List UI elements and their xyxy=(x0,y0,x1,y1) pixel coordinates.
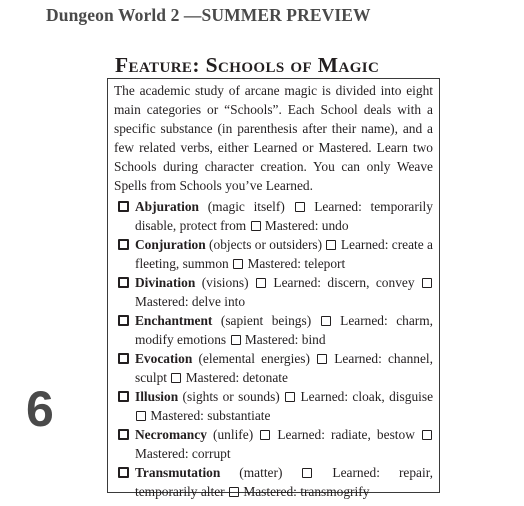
school-evocation xyxy=(114,349,433,387)
school-mastered: Mastered: bind xyxy=(244,332,326,347)
school-learned: Learned: create a fleeting, summon xyxy=(135,237,433,271)
school-learned: Learned: discern, convey xyxy=(273,275,415,290)
school-mastered: Mastered: corrupt xyxy=(135,446,231,461)
school-name: Divination xyxy=(135,275,196,290)
page-number: 6 xyxy=(26,381,54,437)
school-substance: (unlife) xyxy=(213,427,254,442)
checkbox-icon[interactable] xyxy=(118,201,129,212)
school-mastered: Mastered: delve into xyxy=(135,294,246,309)
school-name: Evocation xyxy=(135,351,193,366)
school-substance: (elemental energies) xyxy=(198,351,310,366)
learned-checkbox[interactable] xyxy=(321,316,331,326)
school-learned: Learned: radiate, bestow xyxy=(277,427,415,442)
school-substance: (matter) xyxy=(239,465,283,480)
mastered-checkbox[interactable] xyxy=(231,335,241,345)
school-name: Enchantment xyxy=(135,313,213,328)
school-mastered: Mastered: undo xyxy=(264,218,349,233)
mastered-checkbox[interactable] xyxy=(233,259,243,269)
school-name: Transmutation xyxy=(135,465,221,480)
mastered-checkbox[interactable] xyxy=(171,373,181,383)
school-substance: (sights or sounds) xyxy=(182,389,280,404)
school-necromancy xyxy=(114,425,433,463)
school-learned: Learned: cloak, disguise xyxy=(300,389,434,404)
mastered-checkbox[interactable] xyxy=(422,278,432,288)
mastered-checkbox[interactable] xyxy=(136,411,146,421)
school-substance: (visions) xyxy=(201,275,249,290)
checkbox-icon[interactable] xyxy=(118,429,129,440)
learned-checkbox[interactable] xyxy=(302,468,312,478)
learned-checkbox[interactable] xyxy=(285,392,295,402)
school-name: Abjuration xyxy=(135,199,199,214)
school-mastered: Mastered: detonate xyxy=(185,370,288,385)
learned-checkbox[interactable] xyxy=(295,202,305,212)
school-name: Conjuration xyxy=(135,237,206,252)
schools-list xyxy=(114,197,433,501)
school-learned: Learned: channel, sculpt xyxy=(135,351,433,385)
school-transmutation xyxy=(114,463,433,501)
checkbox-icon[interactable] xyxy=(118,315,129,326)
school-learned: Learned: charm, modify emotions xyxy=(135,313,434,347)
intro-paragraph: The academic study of arcane magic is divided into eight main categories or “Schools”. Each School deals with a specific substance (in parenthesis after their name), and a few related verbs, either Learned or Mastered. Learn two Schools during character creation. You can only Weave Spells from Schools you’ve Learned. xyxy=(114,83,433,193)
school-mastered: Mastered: transmogrify xyxy=(243,484,370,499)
feature-box xyxy=(107,78,440,499)
school-substance: (magic itself) xyxy=(207,199,285,214)
school-substance: (sapient beings) xyxy=(220,313,312,328)
checkbox-icon[interactable] xyxy=(118,391,129,402)
learned-checkbox[interactable] xyxy=(326,240,336,250)
school-substance: (objects or outsiders) xyxy=(209,237,323,252)
school-mastered: Mastered: teleport xyxy=(247,256,346,271)
checkbox-icon[interactable] xyxy=(118,239,129,250)
learned-checkbox[interactable] xyxy=(260,430,270,440)
checkbox-icon[interactable] xyxy=(118,467,129,478)
school-name: Illusion xyxy=(135,389,179,404)
feature-title: Feature: Schools of Magic xyxy=(115,53,380,77)
school-mastered: Mastered: substantiate xyxy=(150,408,271,423)
page-header: Dungeon World 2 —SUMMER PREVIEW xyxy=(46,5,371,25)
checkbox-icon[interactable] xyxy=(118,353,129,364)
school-divination xyxy=(114,273,433,311)
checkbox-icon[interactable] xyxy=(118,277,129,288)
mastered-checkbox[interactable] xyxy=(251,221,261,231)
school-abjuration xyxy=(114,197,433,235)
school-learned: Learned: temporarily disable, protect from xyxy=(135,199,433,233)
learned-checkbox[interactable] xyxy=(317,354,327,364)
school-illusion xyxy=(114,387,433,425)
school-name: Necromancy xyxy=(135,427,207,442)
mastered-checkbox[interactable] xyxy=(229,487,239,497)
school-learned: Learned: repair, temporarily alter xyxy=(135,465,433,499)
learned-checkbox[interactable] xyxy=(256,278,266,288)
school-enchantment xyxy=(114,311,433,349)
school-conjuration xyxy=(114,235,433,273)
mastered-checkbox[interactable] xyxy=(422,430,432,440)
